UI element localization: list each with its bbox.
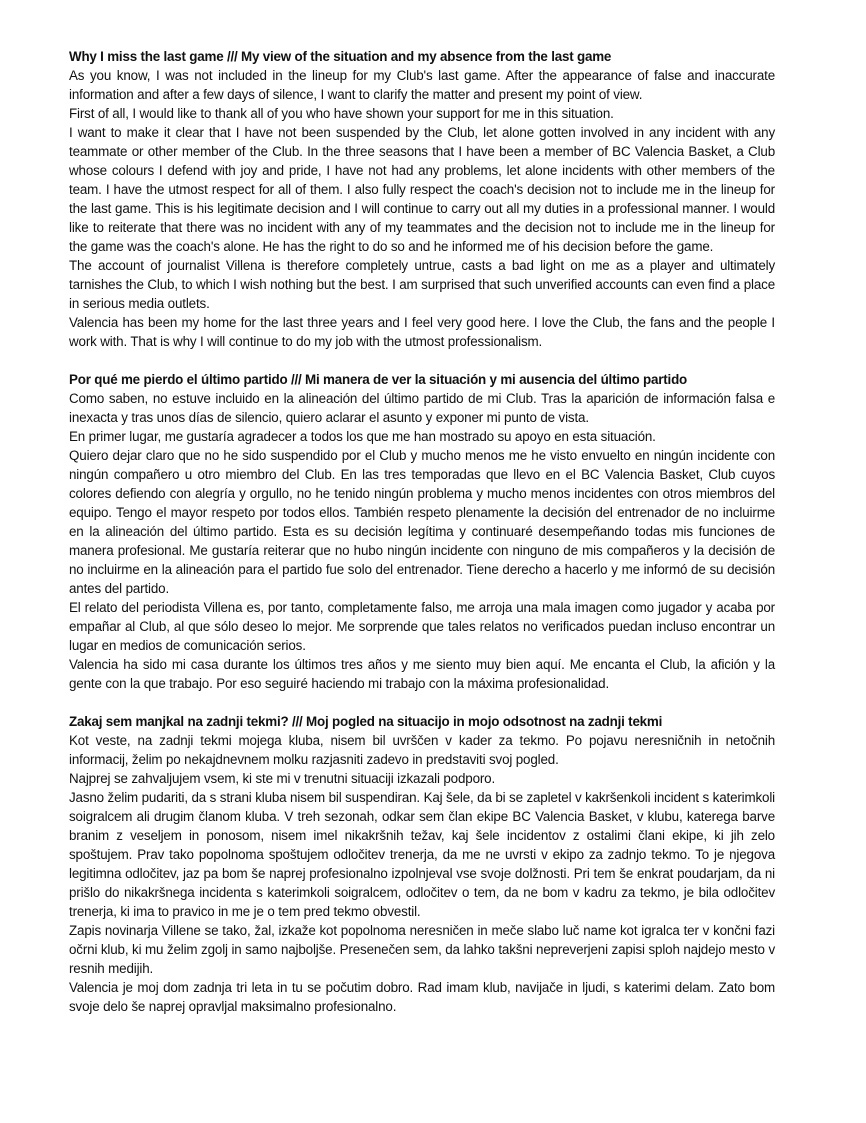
section-spanish <box>69 370 775 693</box>
paragraph: Zapis novinarja Villene se tako, žal, izkaže kot popolnoma neresničen in meče slabo luč name kot igralca ter v končni fazi očrni klub, ki mu želim zgolj in samo najboljše. Presenečen sem, da lahko takšni nepreverjeni zapisi sploh najdejo mesto v resnih medijih. <box>69 923 775 976</box>
section-english <box>69 47 775 351</box>
section-heading: Zakaj sem manjkal na zadnji tekmi? /// Moj pogled na situacijo in mojo odsotnost na zadnji tekmi <box>69 714 663 729</box>
paragraph: Jasno želim pudariti, da s strani kluba nisem bil suspendiran. Kaj šele, da bi se zapletel v kakršenkoli incident s katerimkoli soigralcem ali drugim članom kluba. V treh sezonah, odkar sem član ekipe BC Valencia Basket, v klubu, katerega barve branim z veseljem in ponosom, nisem imel nikakršnih težav, kaj šele incidentov z ostalimi člani ekipe, ki jih zelo spoštujem. Prav tako popolnoma spoštujem odločitev trenerja, da me ne uvrsti v ekipo za zadnjo tekmo. To je njegova legitimna odločitev, jaz pa bom še naprej profesionalno izpolnjeval vse svoje dolžnosti. Pri tem še enkrat poudarjam, da ni prišlo do nikakršnega incidenta s katerimkoli soigralcem, odločitev o tem, da ne bom v kadru za tekmo, je bila odločitev trenerja, ki ima to pravico in me je o tem pred tekmo obvestil. <box>69 790 775 919</box>
paragraph: I want to make it clear that I have not been suspended by the Club, let alone gotten involved in any incident with any teammate or other member of the Club. In the three seasons that I have been a member of BC Valencia Basket, a Club whose colours I defend with joy and pride, I have not had any problems, let alone incidents with other members of the team. I have the utmost respect for all of them. I also fully respect the coach's decision not to include me in the lineup for the last game. This is his legitimate decision and I will continue to carry out all my duties in a professional manner. I would like to reiterate that there was no incident with any of my teammates and the decision not to include me in the lineup for the game was the coach's alone. He has the right to do so and he informed me of his decision before the game. <box>69 125 775 254</box>
section-heading: Por qué me pierdo el último partido /// Mi manera de ver la situación y mi ausencia del último partido <box>69 372 688 387</box>
paragraph: First of all, I would like to thank all of you who have shown your support for me in this situation. <box>69 106 614 121</box>
section-slovenian <box>69 712 775 1016</box>
paragraph: As you know, I was not included in the lineup for my Club's last game. After the appearance of false and inaccurate information and after a few days of silence, I want to clarify the matter and present my point of view. <box>69 68 775 102</box>
paragraph: The account of journalist Villena is therefore completely untrue, casts a bad light on me as a player and ultimately tarnishes the Club, to which I wish nothing but the best. I am surprised that such unverified accounts can even find a place in serious media outlets. <box>69 258 775 311</box>
paragraph: Najprej se zahvaljujem vsem, ki ste mi v trenutni situaciji izkazali podporo. <box>69 771 496 786</box>
paragraph: Valencia ha sido mi casa durante los últimos tres años y me siento muy bien aquí. Me encanta el Club, la afición y la gente con la que trabajo. Por eso seguiré haciendo mi trabajo con la máxima profesionalidad. <box>69 657 775 691</box>
section-heading: Why I miss the last game /// My view of the situation and my absence from the last game <box>69 49 612 64</box>
paragraph: El relato del periodista Villena es, por tanto, completamente falso, me arroja una mala imagen como jugador y acaba por empañar al Club, al que sólo deseo lo mejor. Me sorprende que tales relatos no verificados puedan incluso encontrar un lugar en medios de comunicación serios. <box>69 600 775 653</box>
statement-document <box>69 47 775 1016</box>
paragraph: Kot veste, na zadnji tekmi mojega kluba, nisem bil uvrščen v kader za tekmo. Po pojavu neresničnih in netočnih informacij, želim po nekajdnevnem molku razjasniti zadevo in predstaviti svoj pogled. <box>69 733 775 767</box>
paragraph: Valencia je moj dom zadnja tri leta in tu se počutim dobro. Rad imam klub, navijače in ljudi, s katerimi delam. Zato bom svoje delo še naprej opravljal maksimalno profesionalno. <box>69 980 775 1014</box>
paragraph: Como saben, no estuve incluido en la alineación del último partido de mi Club. Tras la aparición de información falsa e inexacta y tras unos días de silencio, quiero aclarar el asunto y exponer mi punto de vista. <box>69 391 775 425</box>
paragraph: Quiero dejar claro que no he sido suspendido por el Club y mucho menos me he visto envuelto en ningún incidente con ningún compañero u otro miembro del Club. En las tres temporadas que llevo en el BC Valencia Basket, Club cuyos colores defiendo con alegría y orgullo, no he tenido ningún problema y mucho menos incidentes con otros miembros del equipo. Tengo el mayor respeto por todos ellos. También respeto plenamente la decisión del entrenador de no incluirme en la alineación del último partido. Esta es su decisión legítima y continuaré desempeñando todas mis funciones de manera profesional. Me gustaría reiterar que no hubo ningún incidente con ninguno de mis compañeros y la decisión de no incluirme en la alineación para el partido fue solo del entrenador. Tiene derecho a hacerlo y me informó de su decisión antes del partido. <box>69 448 775 596</box>
paragraph: Valencia has been my home for the last three years and I feel very good here. I love the Club, the fans and the people I work with. That is why I will continue to do my job with the utmost professionalism. <box>69 315 775 349</box>
paragraph: En primer lugar, me gustaría agradecer a todos los que me han mostrado su apoyo en esta situación. <box>69 429 656 444</box>
